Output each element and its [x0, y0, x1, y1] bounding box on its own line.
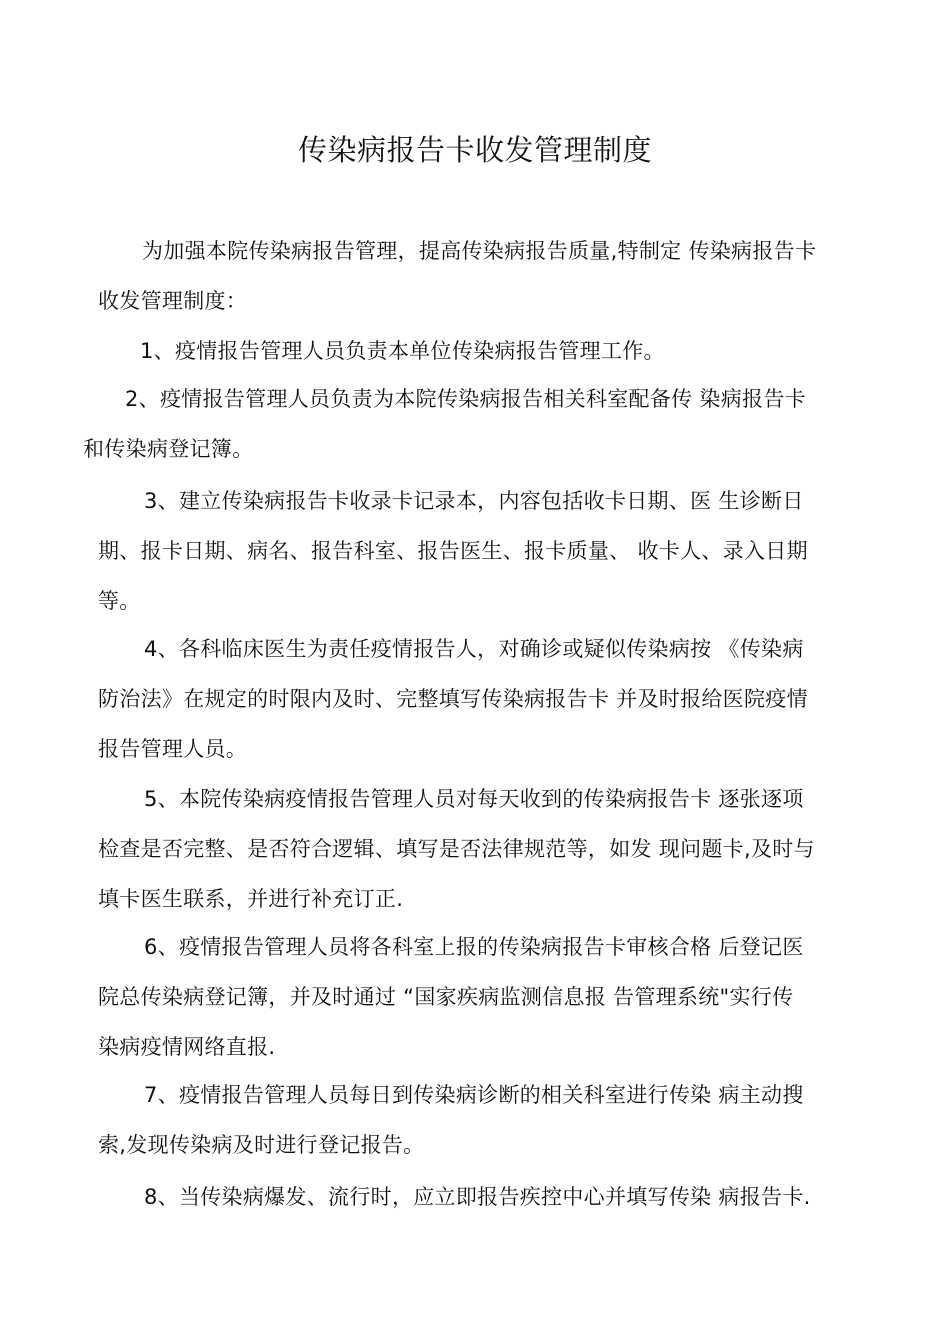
item-8-line-1: 8、当传染病爆发、流行时，应立即报告疾控中心并填写传染 病报告卡.: [144, 1185, 811, 1209]
item-5-line-1: 5、本院传染病疫情报告管理人员对每天收到的传染病报告卡 逐张逐项: [144, 787, 804, 811]
item-6-line-3: 染病疫情网络直报.: [98, 1035, 276, 1059]
item-5-line-3: 填卡医生联系，并进行补充订正.: [98, 887, 404, 911]
item-6-line-1: 6、疫情报告管理人员将各科室上报的传染病报告卡审核合格 后登记医: [144, 935, 804, 959]
item-1-paragraph: [98, 326, 665, 376]
item-4-line-3: 报告管理人员。: [98, 737, 248, 761]
item-4-line-2: 防治法》在规定的时限内及时、完整填写传染病报告卡 并及时报给医院疫情: [98, 687, 808, 711]
item-7-line-2: 索,发现传染病及时进行登记报告。: [98, 1133, 425, 1157]
item-3-line-1: 3、建立传染病报告卡收录卡记录本，内容包括收卡日期、医 生诊断日: [144, 489, 804, 513]
document-title: 传染病报告卡收发管理制度: [297, 133, 652, 167]
item-1-line-1: 1、疫情报告管理人员负责本单位传染病报告管理工作。: [140, 339, 665, 363]
item-8-paragraph: [98, 1172, 811, 1222]
item-5-line-2: 检查是否完整、是否符合逻辑、填写是否法律规范等，如发 现问题卡,及时与: [98, 837, 815, 861]
item-4-paragraph: [98, 624, 808, 774]
item-6-line-2: 院总传染病登记簿，并及时通过 “国家疾病监测信息报 告管理系统"实行传: [98, 985, 794, 1009]
item-7-paragraph: [98, 1070, 804, 1170]
item-2-line-1: 2、疫情报告管理人员负责为本院传染病报告相关科室配备传 染病报告卡: [125, 387, 806, 411]
item-7-line-1: 7、疫情报告管理人员每日到传染病诊断的相关科室进行传染 病主动搜: [144, 1083, 804, 1107]
item-3-paragraph: [98, 476, 808, 626]
item-3-line-3: 等。: [98, 589, 141, 613]
item-2-paragraph: [83, 374, 806, 474]
item-5-paragraph: [98, 774, 815, 924]
item-4-line-1: 4、各科临床医生为责任疫情报告人，对确诊或疑似传染病按 《传染病: [144, 637, 804, 661]
item-6-paragraph: [98, 922, 804, 1072]
intro-paragraph: [98, 226, 816, 326]
intro-line-1: 为加强本院传染病报告管理，提高传染病报告质量,特制定 传染病报告卡: [142, 239, 817, 263]
intro-line-2: 收发管理制度：: [98, 289, 248, 313]
item-2-line-2: 和传染病登记簿。: [83, 437, 254, 461]
item-3-line-2: 期、报卡日期、病名、报告科室、报告医生、报卡质量、 收卡人、录入日期: [98, 539, 808, 563]
